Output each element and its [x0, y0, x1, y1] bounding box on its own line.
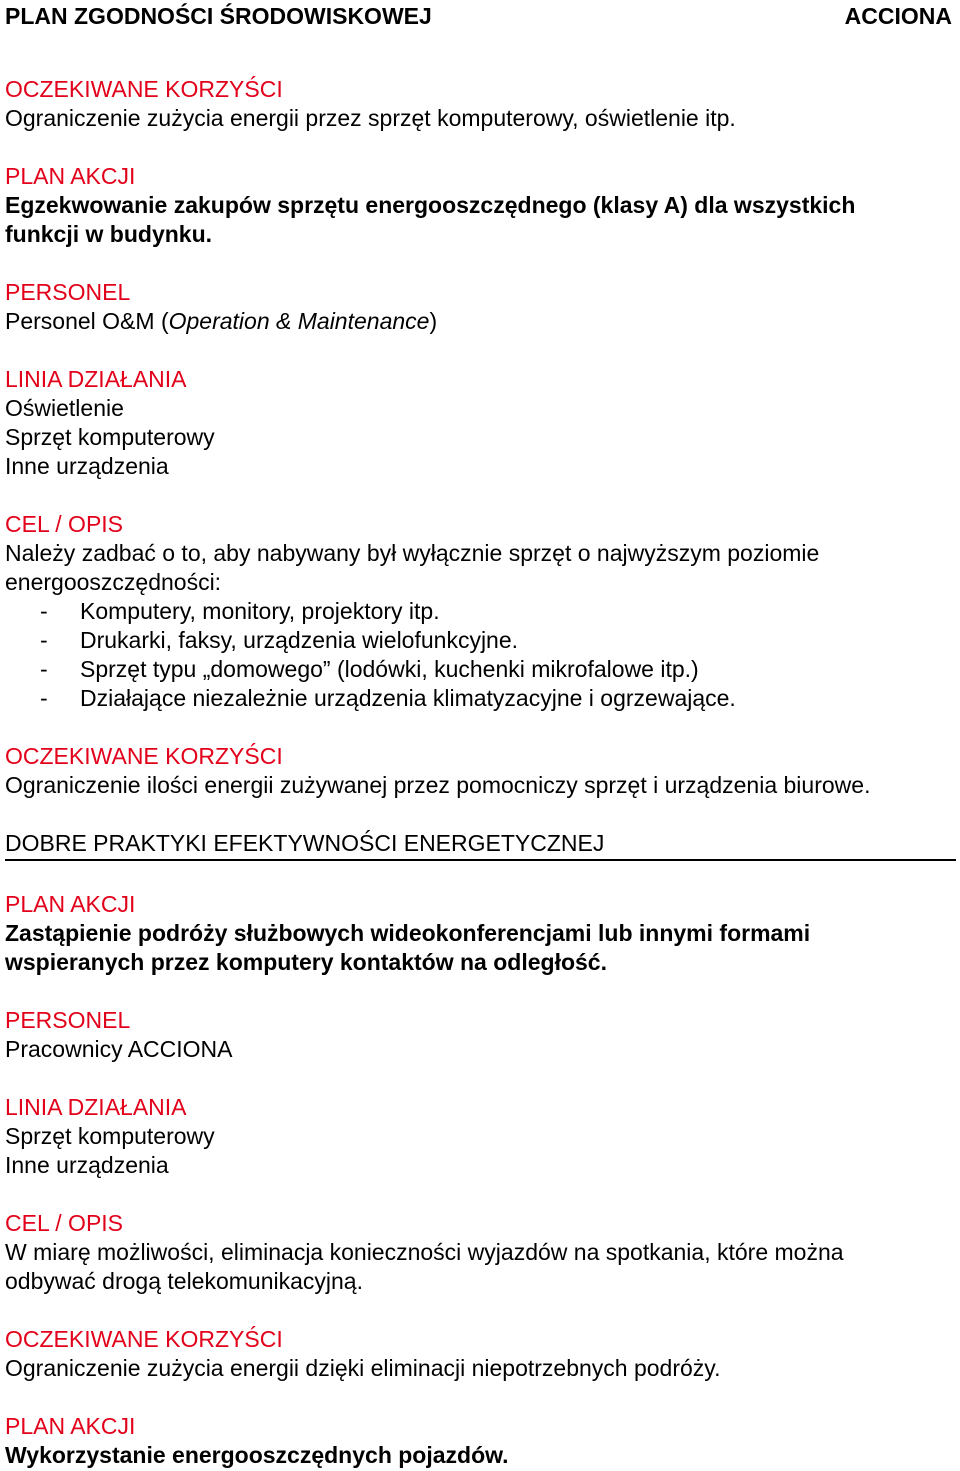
plan-text-line1: Zastąpienie podróży służbowych wideokonferencjami lub innymi formami	[5, 920, 811, 946]
section-title: DOBRE PRAKTYKI EFEKTYWNOŚCI ENERGETYCZNEJ	[5, 830, 605, 856]
goal-text-line2: odbywać drogą telekomunikacyjną.	[5, 1268, 363, 1294]
benefits-text: Ograniczenie zużycia energii przez sprzęt komputerowy, oświetlenie itp.	[5, 105, 736, 131]
action-line-heading: LINIA DZIAŁANIA	[5, 1094, 187, 1120]
personnel-text: Pracownicy ACCIONA	[5, 1036, 233, 1062]
personnel-heading: PERSONEL	[5, 1007, 131, 1033]
plan-heading: PLAN AKCJI	[5, 1413, 136, 1439]
plan-heading: PLAN AKCJI	[5, 891, 136, 917]
goal-heading: CEL / OPIS	[5, 511, 124, 537]
plan-text-line2: funkcji w budynku.	[5, 221, 213, 247]
result-text: Ograniczenie ilości energii zużywanej przez pomocniczy sprzęt i urządzenia biurowe.	[5, 772, 871, 798]
personnel-text	[5, 307, 437, 336]
goal-text-line1: W miarę możliwości, eliminacja konieczności wyjazdów na spotkania, które można	[5, 1239, 844, 1265]
action-line-item: Inne urządzenia	[5, 1152, 169, 1178]
action-line-item: Oświetlenie	[5, 395, 124, 421]
document-title: PLAN ZGODNOŚCI ŚRODOWISKOWEJ	[5, 3, 432, 29]
benefits-heading: OCZEKIWANE KORZYŚCI	[5, 1326, 283, 1352]
personnel-prefix: Personel O&M (	[5, 308, 169, 334]
plan-text-line2: wspieranych przez komputery kontaktów na odległość.	[5, 949, 607, 975]
action-line-item: Inne urządzenia	[5, 453, 169, 479]
goal-bullet: - Sprzęt typu „domowego” (lodówki, kuchenki mikrofalowe itp.)	[40, 656, 699, 682]
goal-bullet: - Komputery, monitory, projektory itp.	[40, 598, 440, 624]
result-heading: OCZEKIWANE KORZYŚCI	[5, 743, 283, 769]
section-divider	[5, 859, 956, 861]
company-name: ACCIONA	[844, 3, 952, 29]
plan-text: Wykorzystanie energooszczędnych pojazdów.	[5, 1442, 509, 1468]
action-line-item: Sprzęt komputerowy	[5, 424, 215, 450]
plan-text-line1: Egzekwowanie zakupów sprzętu energooszczędnego (klasy A) dla wszystkich	[5, 192, 856, 218]
goal-text-line2: energooszczędności:	[5, 569, 222, 595]
personnel-italic: Operation & Maintenance	[168, 308, 430, 334]
benefits-heading: OCZEKIWANE KORZYŚCI	[5, 76, 283, 102]
action-line-heading: LINIA DZIAŁANIA	[5, 366, 187, 392]
personnel-heading: PERSONEL	[5, 279, 131, 305]
goal-heading: CEL / OPIS	[5, 1210, 124, 1236]
plan-heading: PLAN AKCJI	[5, 163, 136, 189]
goal-bullet: - Działające niezależnie urządzenia klimatyzacyjne i ogrzewające.	[40, 685, 736, 711]
action-line-item: Sprzęt komputerowy	[5, 1123, 215, 1149]
benefits-text: Ograniczenie zużycia energii dzięki eliminacji niepotrzebnych podróży.	[5, 1355, 721, 1381]
goal-text-line1: Należy zadbać o to, aby nabywany był wyłącznie sprzęt o najwyższym poziomie	[5, 540, 820, 566]
goal-bullet: - Drukarki, faksy, urządzenia wielofunkcyjne.	[40, 627, 519, 653]
personnel-suffix: )	[429, 308, 438, 334]
